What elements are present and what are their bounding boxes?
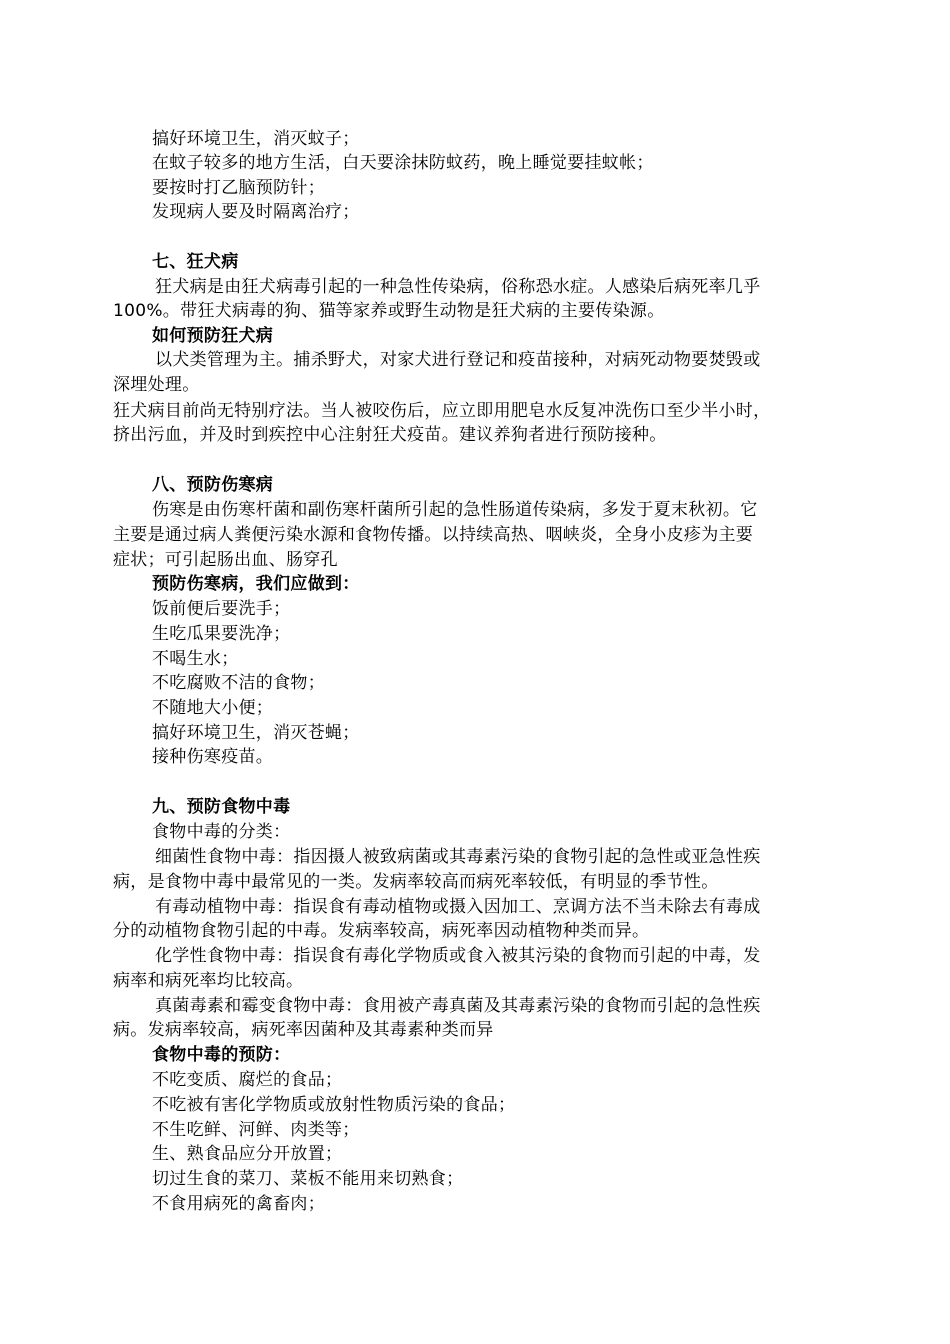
subheading: 食物中毒的预防： — [152, 1045, 291, 1065]
list-item: 不吃变质、腐烂的食品； — [152, 1070, 343, 1090]
paragraph-line: 狂犬病是由狂犬病毒引起的一种急性传染病，俗称恐水症。人感染后病死率几乎 — [155, 277, 761, 297]
section-heading: 八、预防伤寒病 — [152, 475, 274, 495]
paragraph-line: 食物中毒的分类： — [152, 822, 291, 842]
list-item: 接种伤寒疫苗。 — [152, 747, 274, 767]
subheading: 预防伤寒病，我们应做到： — [152, 574, 360, 594]
list-item: 不食用病死的禽畜肉； — [152, 1194, 325, 1214]
paragraph-line: 伤寒是由伤寒杆菌和副伤寒杆菌所引起的急性肠道传染病，多发于夏末秋初。它 — [152, 500, 758, 520]
list-item: 不吃腐败不洁的食物； — [152, 673, 325, 693]
paragraph-line: 深埋处理。 — [113, 375, 200, 395]
paragraph-line: 病。发病率较高，病死率因菌种及其毒素种类而异 — [113, 1020, 494, 1040]
list-item: 饭前便后要洗手； — [152, 599, 291, 619]
list-item: 搞好环境卫生，消灭苍蝇； — [152, 723, 360, 743]
subheading: 如何预防狂犬病 — [152, 326, 274, 346]
list-item: 在蚊子较多的地方生活，白天要涂抹防蚊药，晚上睡觉要挂蚊帐； — [152, 153, 654, 173]
paragraph-line: 挤出污血，并及时到疾控中心注射狂犬疫苗。建议养狗者进行预防接种。 — [113, 425, 667, 445]
list-item: 生吃瓜果要洗净； — [152, 624, 291, 644]
paragraph-line: 100%。带狂犬病毒的狗、猫等家养或野生动物是狂犬病的主要传染源。 — [113, 301, 665, 321]
list-item: 生、熟食品应分开放置； — [152, 1144, 343, 1164]
list-item: 发现病人要及时隔离治疗； — [152, 202, 360, 222]
section-heading: 九、预防食物中毒 — [152, 797, 291, 817]
list-item: 搞好环境卫生，消灭蚊子； — [152, 129, 360, 149]
list-item: 切过生食的菜刀、菜板不能用来切熟食； — [152, 1169, 464, 1189]
paragraph-line: 化学性食物中毒：指误食有毒化学物质或食入被其污染的食物而引起的中毒，发 — [155, 946, 761, 966]
paragraph-line: 细菌性食物中毒：指因摄人被致病菌或其毒素污染的食物引起的急性或亚急性疾 — [155, 847, 761, 867]
list-item: 不随地大小便； — [152, 698, 274, 718]
list-item: 不生吃鲜、河鲜、肉类等； — [152, 1120, 360, 1140]
paragraph-line: 症状；可引起肠出血、肠穿孔 — [113, 550, 338, 570]
section-heading: 七、狂犬病 — [152, 252, 239, 272]
paragraph-line: 真菌毒素和霉变食物中毒：食用被产毒真菌及其毒素污染的食物而引起的急性疾 — [155, 996, 761, 1016]
paragraph-line: 病，是食物中毒中最常见的一类。发病率较高而病死率较低，有明显的季节性。 — [113, 872, 719, 892]
list-item: 不喝生水； — [152, 649, 239, 669]
paragraph-line: 主要是通过病人粪便污染水源和食物传播。以持续高热、咽峡炎，全身小皮疹为主要 — [113, 525, 754, 545]
paragraph-line: 狂犬病目前尚无特别疗法。当人被咬伤后，应立即用肥皂水反复冲洗伤口至少半小时， — [113, 401, 771, 421]
paragraph-line: 以犬类管理为主。捕杀野犬，对家犬进行登记和疫苗接种，对病死动物要焚毁或 — [155, 350, 761, 370]
paragraph-line: 分的动植物食物引起的中毒。发病率较高，病死率因动植物种类而异。 — [113, 921, 650, 941]
paragraph-line: 病率和病死率均比较高。 — [113, 971, 304, 991]
list-item: 不吃被有害化学物质或放射性物质污染的食品； — [152, 1095, 516, 1115]
paragraph-line: 有毒动植物中毒：指误食有毒动植物或摄入因加工、烹调方法不当未除去有毒成 — [155, 897, 761, 917]
list-item: 要按时打乙脑预防针； — [152, 178, 325, 198]
